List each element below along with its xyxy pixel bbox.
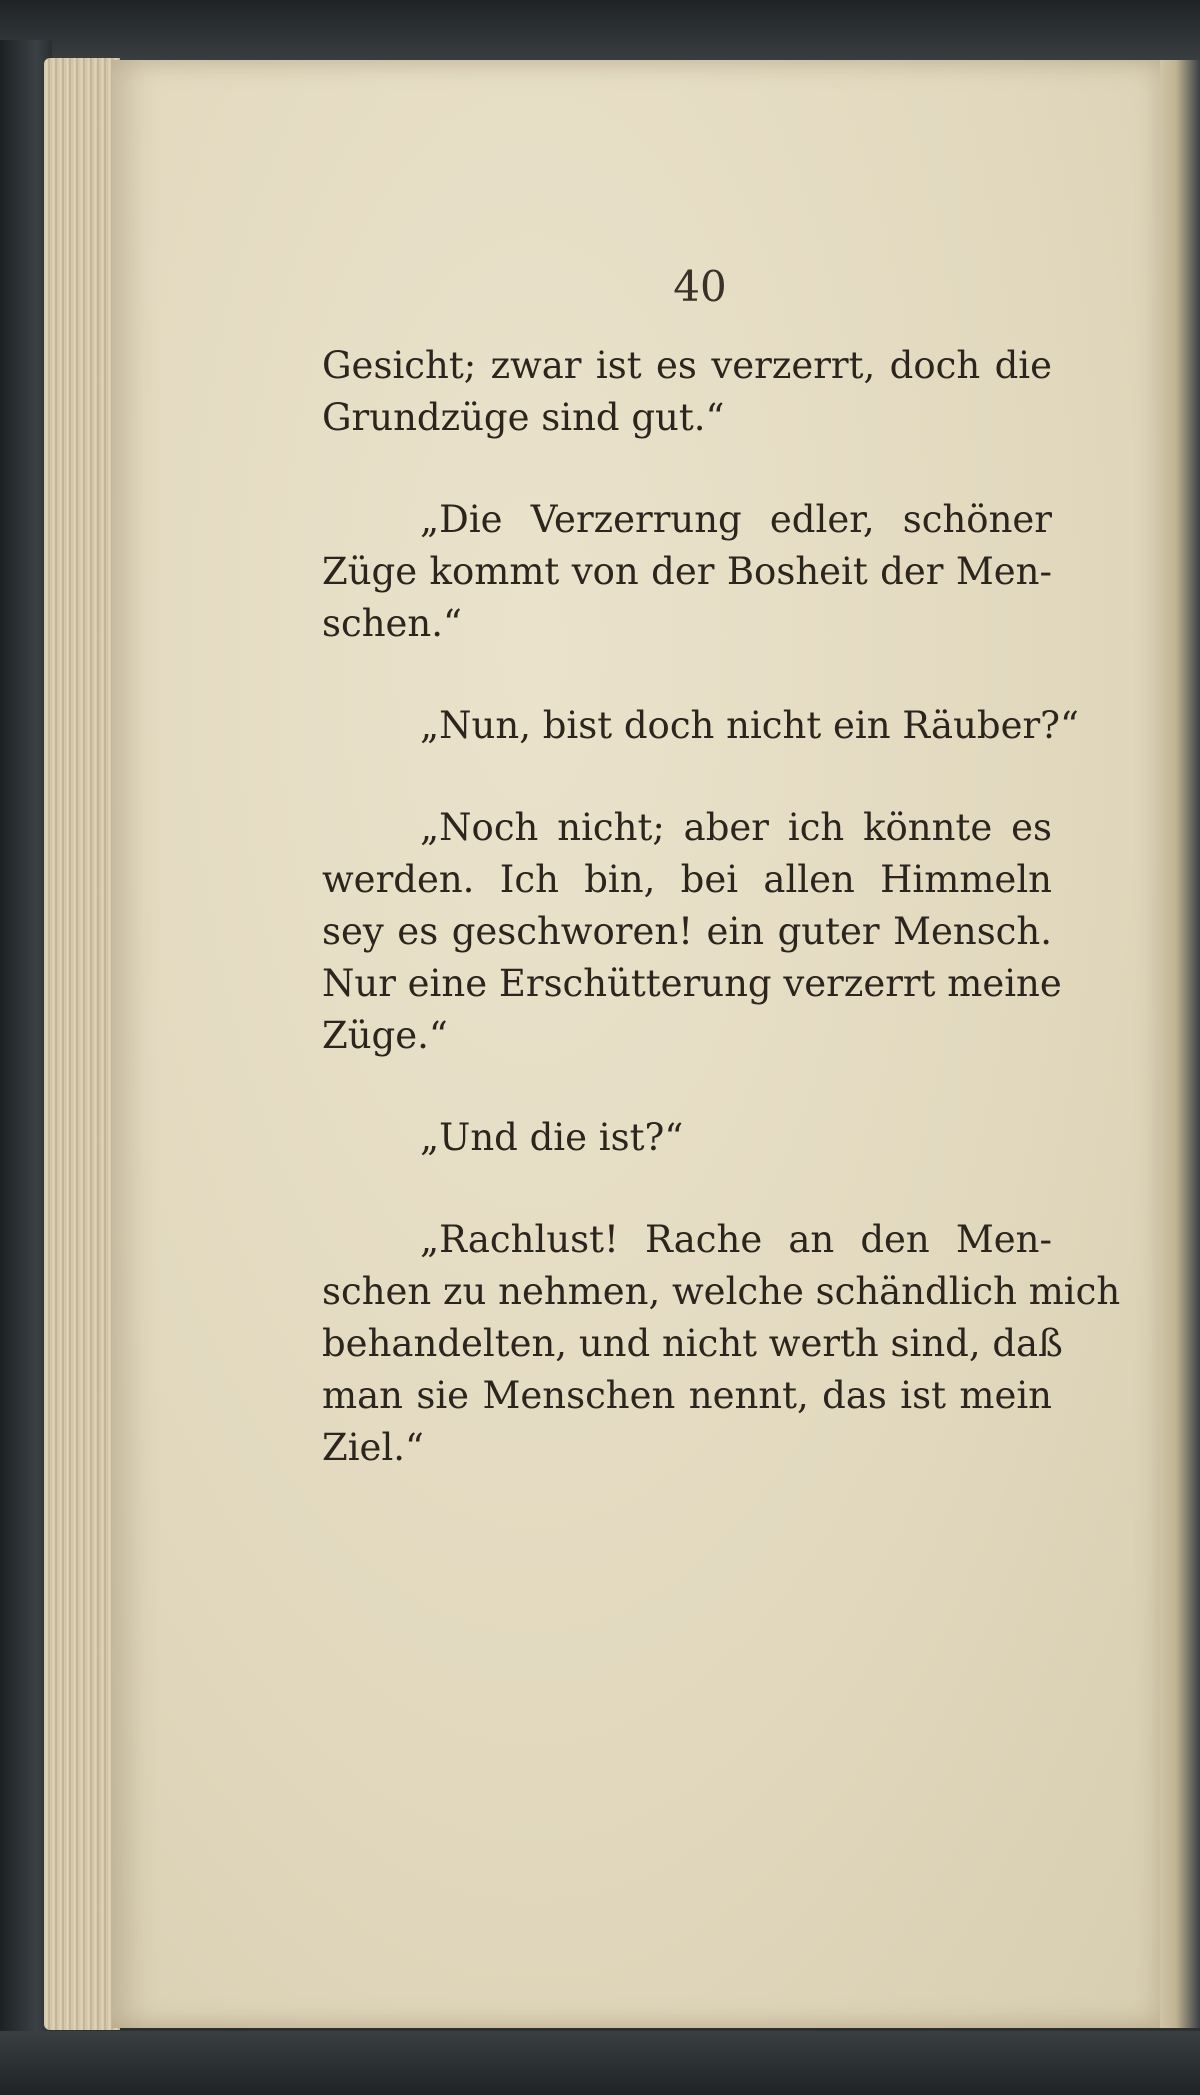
page-right-edge [1160, 60, 1200, 2028]
text-line: werden. Ich bin, bei allen Himmeln [322, 858, 1052, 901]
text-line: „Nun, bist doch nicht ein Räuber?“ [420, 704, 1079, 747]
book-cover-bottom [0, 2031, 1200, 2095]
text-line: Grundzüge sind gut.“ [322, 396, 725, 439]
book-cover-top [0, 0, 1200, 64]
text-line: schen zu nehmen, welche schändlich mich [322, 1270, 1121, 1313]
text-line: Nur eine Erschütterung verzerrt meine [322, 962, 1062, 1005]
text-line: behandelten, und nicht werth sind, daß [322, 1322, 1063, 1365]
text-line: Ziel.“ [322, 1426, 424, 1469]
text-line: Züge.“ [322, 1014, 448, 1057]
page-edges [44, 58, 120, 2030]
text-line: „Noch nicht; aber ich könnte es [420, 806, 1052, 849]
text-line: Züge kommt von der Bosheit der Men- [322, 550, 1052, 593]
text-line: Gesicht; zwar ist es verzerrt, doch die [322, 344, 1052, 387]
text-line: schen.“ [322, 602, 462, 645]
text-line: sey es geschworen! ein guter Mensch. [322, 910, 1052, 953]
text-line: man sie Menschen nennt, das ist mein [322, 1374, 1052, 1417]
text-line: „Und die ist?“ [420, 1116, 684, 1159]
page-number: 40 [673, 262, 727, 311]
text-line: „Die Verzerrung edler, schöner [420, 498, 1052, 541]
body-text [322, 340, 1121, 1474]
text-line: „Rachlust! Rache an den Men- [420, 1218, 1052, 1261]
